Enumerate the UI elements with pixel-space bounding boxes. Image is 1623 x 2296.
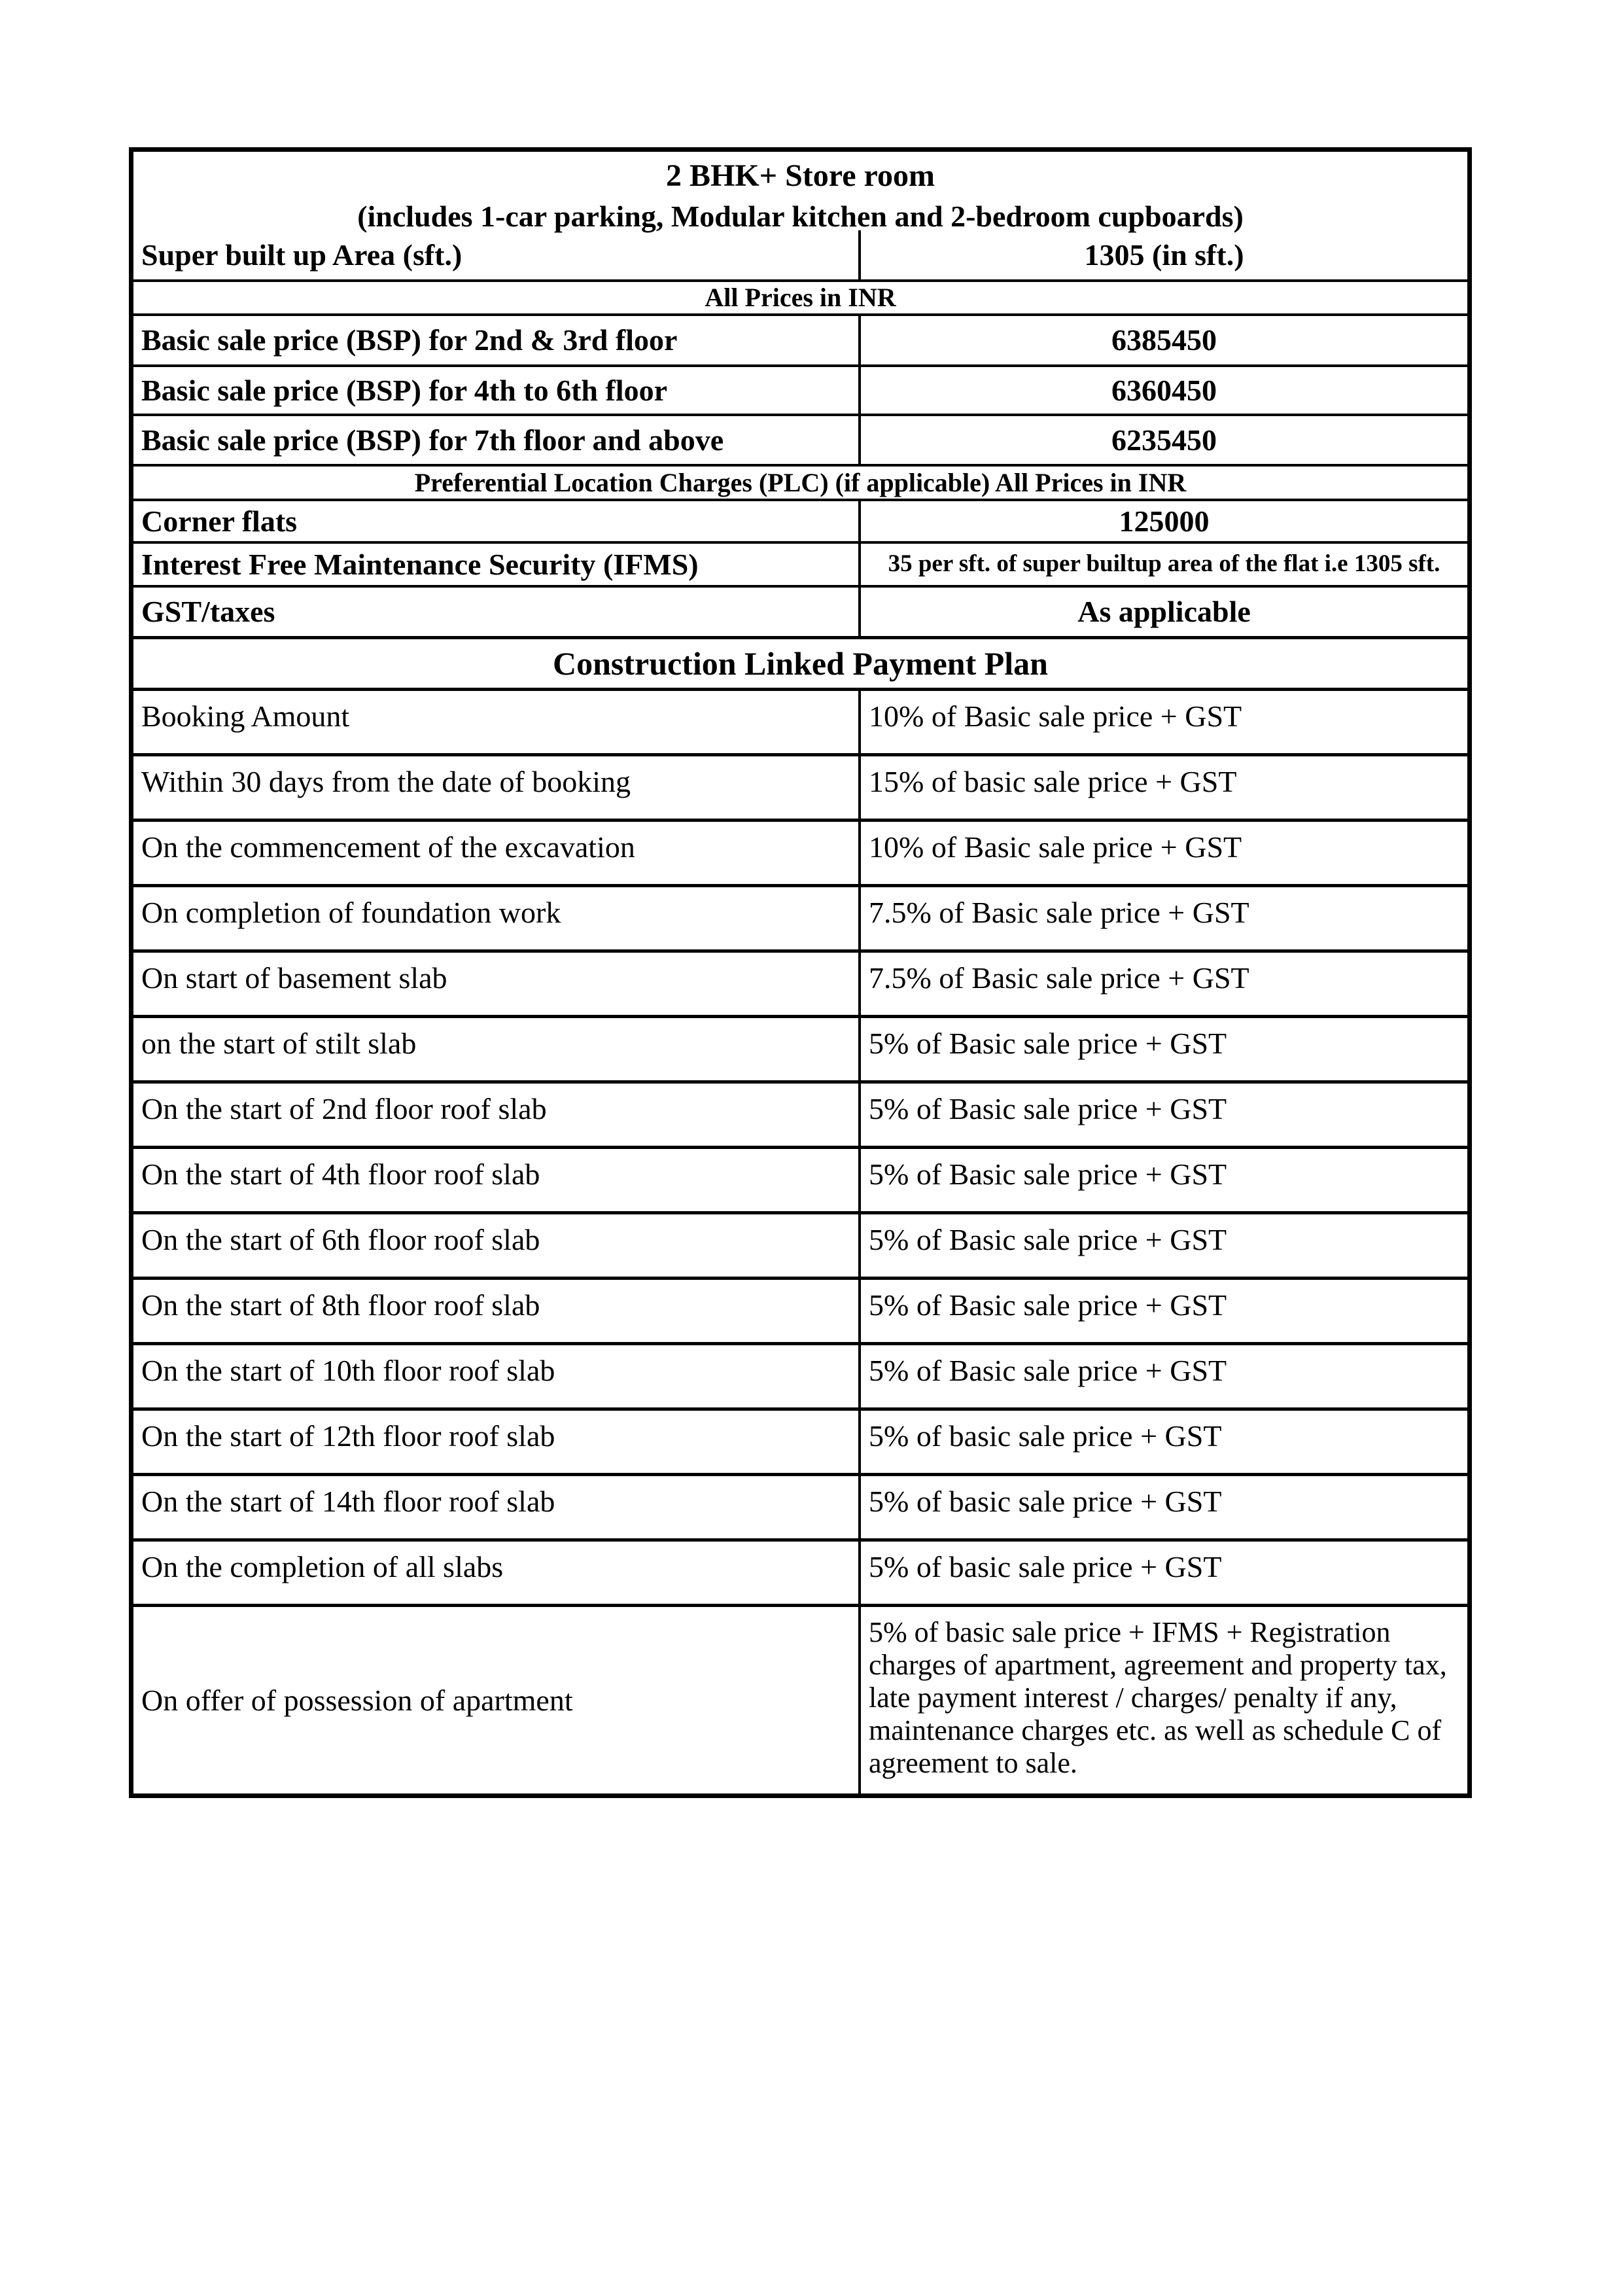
- table-row-stilt-slab: [133, 1015, 1467, 1080]
- all-prices-header: All Prices in INR: [705, 283, 896, 312]
- table-row-14th-floor-roof-slab: [133, 1473, 1467, 1538]
- row-value: 5% of Basic sale price + GST: [869, 1092, 1227, 1125]
- clpp-header: Construction Linked Payment Plan: [552, 645, 1048, 682]
- row-label: On the start of 4th floor roof slab: [133, 1149, 861, 1211]
- row-label: Basic sale price (BSP) for 2nd & 3rd floor: [133, 316, 861, 364]
- row-label: Within 30 days from the date of booking: [133, 756, 861, 819]
- row-value: 5% of basic sale price + GST: [869, 1550, 1222, 1583]
- row-value: 5% of Basic sale price + GST: [869, 1223, 1227, 1256]
- row-value: 5% of Basic sale price + GST: [869, 1027, 1227, 1060]
- row-value: 35 per sft. of super builtup area of the flat i.e 1305 sft.: [888, 550, 1440, 578]
- row-label: Basic sale price (BSP) for 4th to 6th floor: [133, 367, 861, 414]
- table-row-booking-amount: [133, 688, 1467, 753]
- row-value: 7.5% of Basic sale price + GST: [869, 896, 1249, 929]
- row-value: 6360450: [1111, 373, 1217, 407]
- table-title-row: [133, 152, 1467, 233]
- table-row-bsp-7th-above: [133, 414, 1467, 464]
- row-value: 5% of Basic sale price + GST: [869, 1354, 1227, 1387]
- table-title-cell: [133, 152, 1467, 237]
- row-value: 125000: [1119, 504, 1210, 538]
- row-label: Interest Free Maintenance Security (IFMS): [133, 544, 861, 585]
- table-title-line2: (includes 1-car parking, Modular kitchen and 2-bedroom cupboards): [357, 200, 1244, 233]
- row-label: Super built up Area (sft.): [133, 230, 861, 279]
- row-label: On the start of 8th floor roof slab: [133, 1280, 861, 1342]
- row-value: 6385450: [1111, 323, 1217, 357]
- table-row-gst-taxes: [133, 585, 1467, 636]
- all-prices-header-row: [133, 279, 1467, 313]
- table-row-12th-floor-roof-slab: [133, 1407, 1467, 1473]
- row-label: GST/taxes: [133, 588, 861, 636]
- table-title-line1: 2 BHK+ Store room: [666, 158, 935, 193]
- row-label: On the start of 6th floor roof slab: [133, 1214, 861, 1277]
- row-value: 5% of basic sale price + GST: [869, 1419, 1222, 1453]
- row-value: 5% of basic sale price + IFMS + Registration charges of apartment, agreement and property tax, late payment interest / charges/ penalty if any, maintenance charges etc. as well as schedule C of agreement to sale.: [869, 1616, 1447, 1779]
- table-row-2nd-floor-roof-slab: [133, 1080, 1467, 1146]
- row-label: On the start of 14th floor roof slab: [133, 1476, 861, 1538]
- row-value: 5% of Basic sale price + GST: [869, 1157, 1227, 1191]
- row-label: On completion of foundation work: [133, 887, 861, 949]
- row-value: 7.5% of Basic sale price + GST: [869, 961, 1249, 995]
- row-value: 15% of basic sale price + GST: [869, 765, 1237, 798]
- row-value: 5% of Basic sale price + GST: [869, 1288, 1227, 1322]
- row-label: On the start of 12th floor roof slab: [133, 1411, 861, 1473]
- plc-header: Preferential Location Charges (PLC) (if applicable) All Prices in INR: [414, 467, 1187, 497]
- table-row-ifms: [133, 541, 1467, 585]
- row-label: On the start of 2nd floor roof slab: [133, 1084, 861, 1146]
- plc-header-row: [133, 464, 1467, 499]
- table-row-bsp-4th-6th: [133, 364, 1467, 414]
- table-row-8th-floor-roof-slab: [133, 1277, 1467, 1342]
- row-label: on the start of stilt slab: [133, 1018, 861, 1080]
- row-label: Basic sale price (BSP) for 7th floor and above: [133, 416, 861, 464]
- row-label: Booking Amount: [133, 691, 861, 753]
- row-value: As applicable: [1077, 595, 1251, 629]
- row-label: Corner flats: [133, 501, 861, 541]
- price-table: [129, 147, 1472, 1798]
- table-row-super-built-up-area: [133, 230, 1467, 279]
- row-label: On offer of possession of apartment: [133, 1607, 861, 1793]
- table-row-basement-slab: [133, 949, 1467, 1015]
- table-row-possession: [133, 1604, 1467, 1793]
- row-label: On the commencement of the excavation: [133, 822, 861, 884]
- table-row-10th-floor-roof-slab: [133, 1342, 1467, 1407]
- row-value: 10% of Basic sale price + GST: [869, 830, 1242, 864]
- row-value: 10% of Basic sale price + GST: [869, 699, 1242, 733]
- row-label: On the start of 10th floor roof slab: [133, 1345, 861, 1407]
- table-row-corner-flats: [133, 499, 1467, 541]
- table-row-within-30-days: [133, 753, 1467, 819]
- row-value: 5% of basic sale price + GST: [869, 1485, 1222, 1518]
- clpp-header-row: [133, 636, 1467, 688]
- row-value: 6235450: [1111, 423, 1217, 457]
- table-row-foundation-work: [133, 884, 1467, 949]
- table-row-4th-floor-roof-slab: [133, 1146, 1467, 1211]
- row-value: 1305 (in sft.): [1084, 238, 1244, 272]
- row-label: On the completion of all slabs: [133, 1542, 861, 1604]
- row-label: On start of basement slab: [133, 953, 861, 1015]
- table-row-excavation: [133, 819, 1467, 884]
- table-row-bsp-2nd-3rd: [133, 313, 1467, 364]
- table-row-completion-all-slabs: [133, 1538, 1467, 1604]
- table-row-6th-floor-roof-slab: [133, 1211, 1467, 1277]
